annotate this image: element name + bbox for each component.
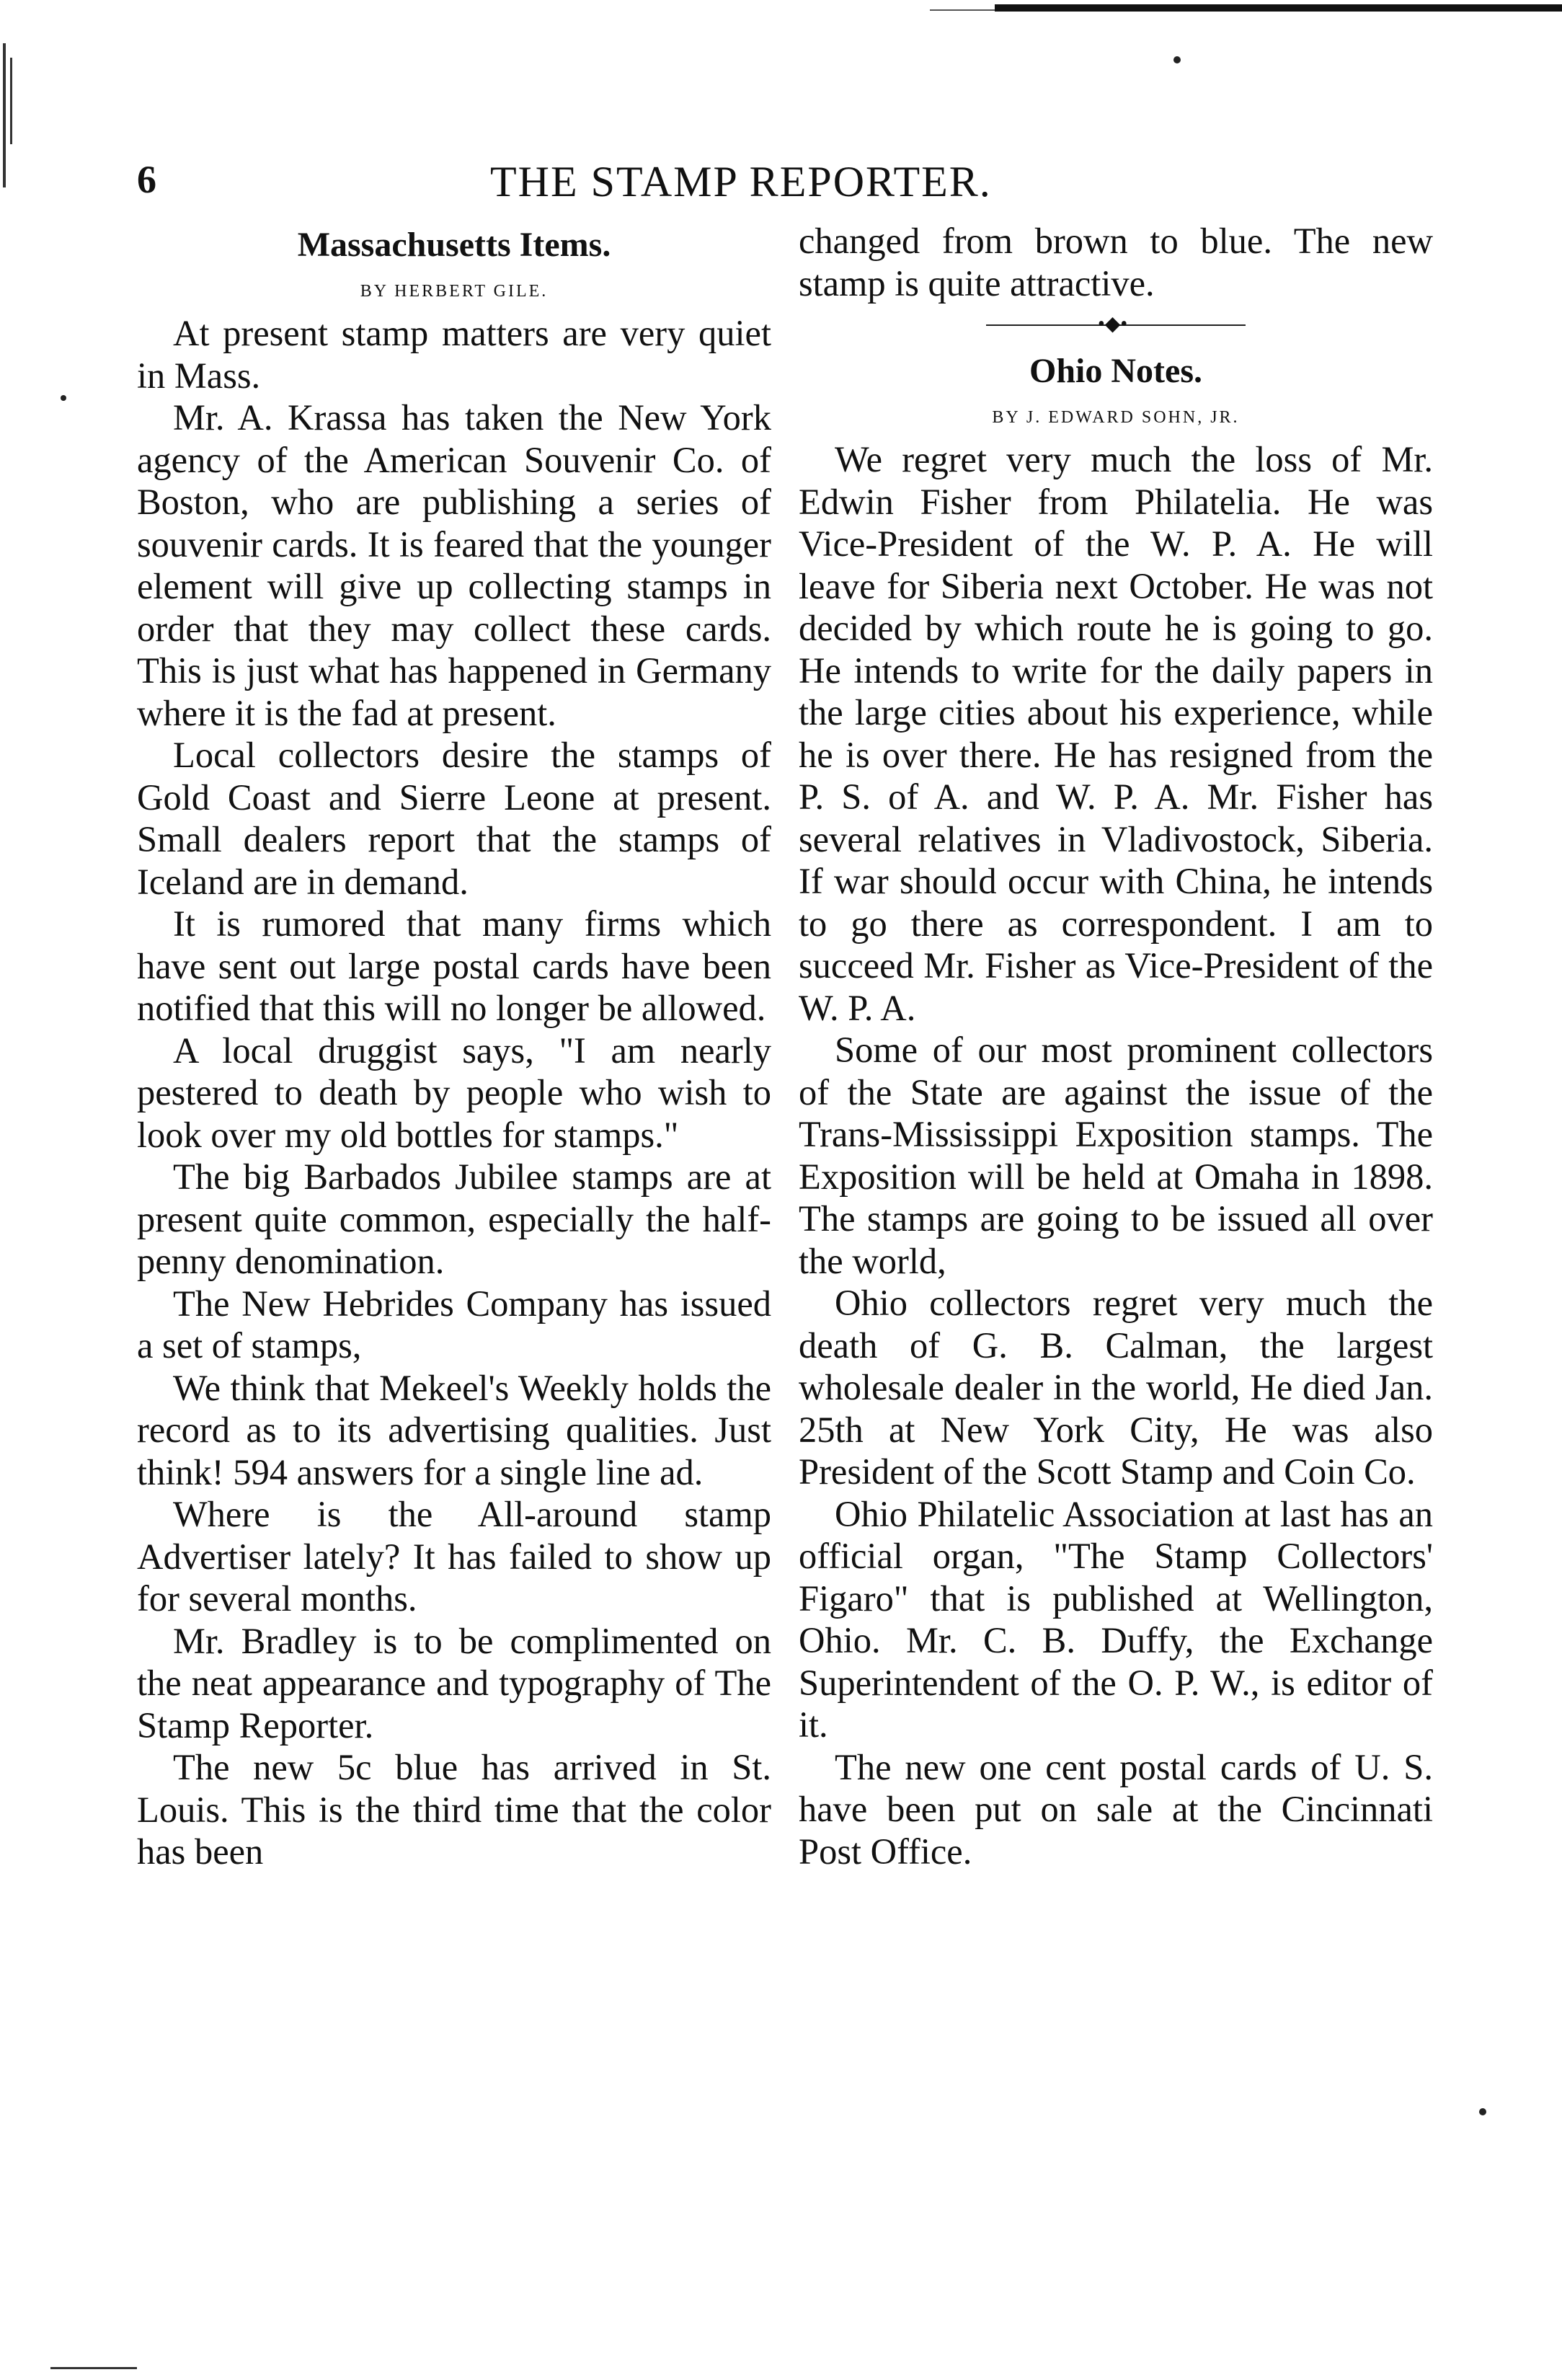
paragraph: Local collectors desire the stamps of Gold Coast and Sierre Leone at present. Small dealers report that the stamps of Iceland are in demand. <box>137 735 771 902</box>
paragraph: Mr. Bradley is to be complimented on the neat appearance and typography of The Stamp Reporter. <box>137 1620 771 1746</box>
speck-dot <box>1479 2108 1486 2115</box>
section-title: Massachusetts Items. <box>297 226 611 264</box>
paragraph: The New Hebrides Company has issued a set of stamps, <box>137 1283 771 1366</box>
margin-mark <box>10 58 12 144</box>
paragraph: Some of our most prominent collectors of the State are against the issue of the Trans-Mississippi Exposition stamps. The Exposition will be held at Omaha in 1898. The stamps are going to be issued all over the world, <box>799 1030 1433 1281</box>
left-column <box>137 220 771 1873</box>
speck-dot <box>61 395 66 401</box>
byline: BY J. EDWARD SOHN, JR. <box>992 408 1240 427</box>
margin-mark <box>3 43 6 187</box>
paragraph: Mr. A. Krassa has taken the New York agency of the American Souvenir Co. of Boston, who are publishing a series of souvenir cards. It is feared that the younger element will give up collecting stamps in order that they may collect these cards. This is just what has happened in Germany where it is the fad at present. <box>137 397 771 733</box>
paragraph: At present stamp matters are very quiet in Mass. <box>137 313 771 396</box>
paragraph: Ohio collectors regret very much the death of G. B. Calman, the largest wholesale dealer in the world, He died Jan. 25th at New York City, He was also President of the Scott Stamp and Coin Co. <box>799 1283 1433 1492</box>
section-title: Ohio Notes. <box>1029 352 1202 390</box>
paragraph: The new 5c blue has arrived in St. Louis. This is the third time that the color has been <box>137 1747 771 1872</box>
right-column <box>799 220 1433 1872</box>
paragraph: The big Barbados Jubilee stamps are at present quite common, especially the half-penny denomination. <box>137 1156 771 1281</box>
paragraph: We regret very much the loss of Mr. Edwin Fisher from Philatelia. He was Vice-President of the W. P. A. He will leave for Siberia next October. He was not decided by which route he is going to go. He intends to write for the daily papers in the large cities about his experience, while he is over there. He has resigned from the P. S. of A. and W. P. A. Mr. Fisher has several relatives in Vladivostock, Siberia. If war should occur with China, he intends to go there as correspondent. I am to succeed Mr. Fisher as Vice-President of the W. P. A. <box>799 439 1433 1028</box>
paragraph: Where is the All-around stamp Advertiser lately? It has failed to show up for several months. <box>137 1494 771 1619</box>
continued-paragraph: changed from brown to blue. The new stamp is quite attractive. <box>799 221 1433 304</box>
paragraph: It is rumored that many firms which have sent out large postal cards have been notified that this will no longer be allowed. <box>137 903 771 1028</box>
paragraph: The new one cent postal cards of U. S. have been put on sale at the Cincinnati Post Office. <box>799 1746 1433 1872</box>
divider-ornament: •◆• <box>1098 313 1128 335</box>
byline: BY HERBERT GILE. <box>360 282 549 301</box>
speck-dot <box>1173 56 1181 63</box>
paragraph: A local druggist says, "I am nearly pestered to death by people who wish to look over my old bottles for stamps." <box>137 1030 771 1155</box>
page-number: 6 <box>137 158 156 201</box>
top-border-rule <box>995 4 1562 12</box>
section-divider <box>799 304 1433 346</box>
running-head: THE STAMP REPORTER. <box>490 158 992 205</box>
paragraph: Ohio Philatelic Association at last has an official organ, "The Stamp Collectors' Figaro" that is published at Wellington, Ohio. Mr. C. B. Duffy, the Exchange Superintendent of the O. P. W., is editor of it. <box>799 1493 1433 1745</box>
footer-rule <box>50 2367 137 2369</box>
paragraph: We think that Mekeel's Weekly holds the record as to its advertising qualities. Just think! 594 answers for a single line ad. <box>137 1367 771 1492</box>
